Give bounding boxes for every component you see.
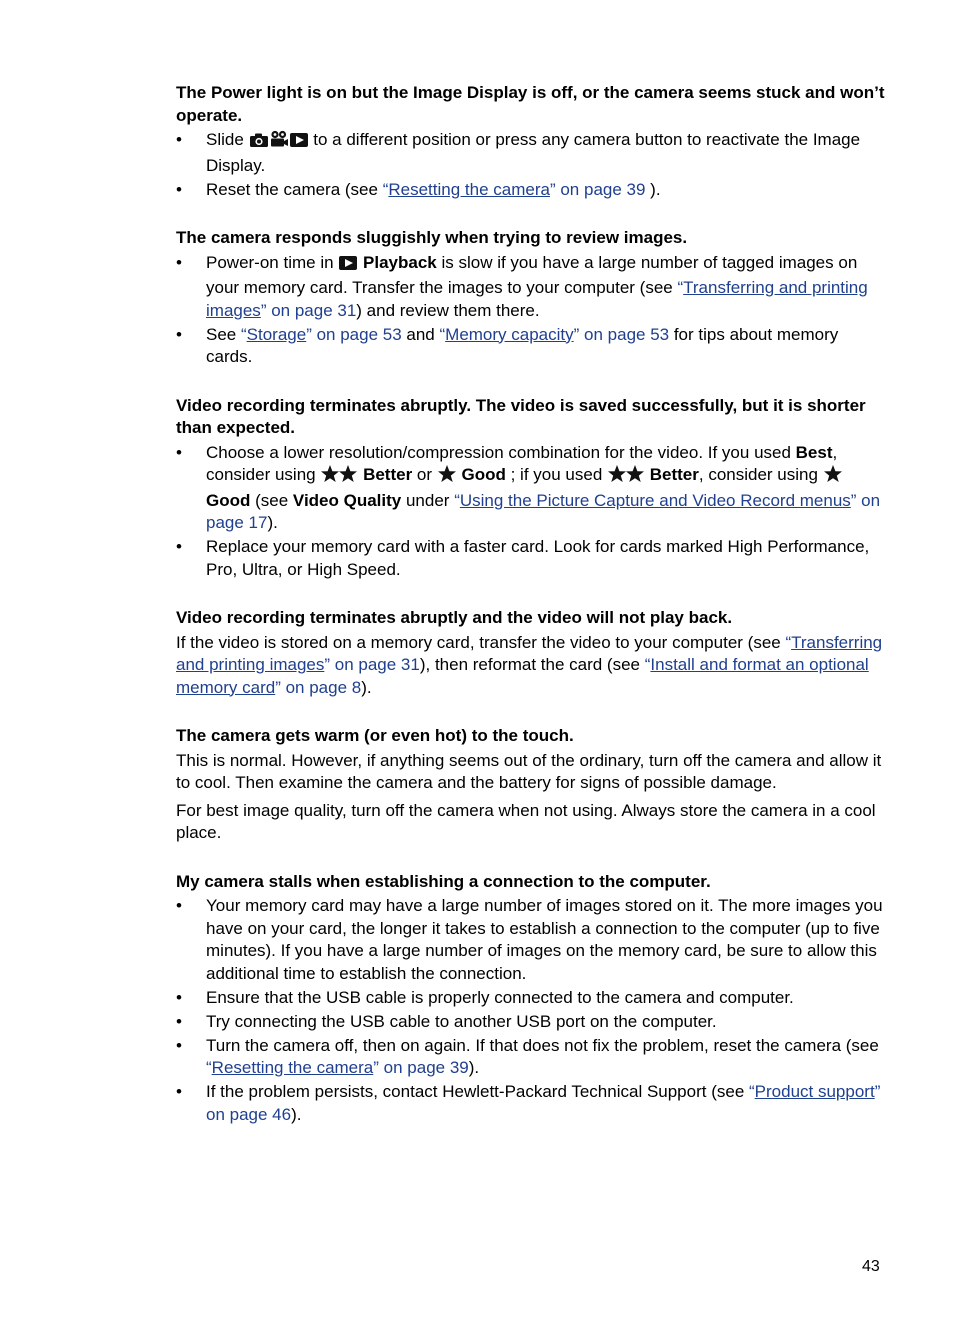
- link-open-quote: “: [240, 324, 247, 344]
- troubleshooting-section: [176, 395, 886, 582]
- link-page-ref: ” on page 8: [275, 677, 362, 697]
- paragraph: [176, 632, 886, 700]
- section-heading: The camera gets warm (or even hot) to the touch.: [176, 726, 574, 745]
- troubleshooting-section: [176, 871, 886, 1127]
- bold-term: Playback: [363, 252, 437, 272]
- bullet-list: [176, 129, 886, 201]
- troubleshooting-section: [176, 82, 886, 201]
- link-text: Resetting the camera: [388, 179, 550, 199]
- text-run: ), then reformat the card (see: [419, 655, 645, 674]
- list-item: [176, 179, 886, 202]
- text-run: for tips about memory cards.: [206, 324, 839, 366]
- text-run: (see: [250, 490, 293, 510]
- list-item: [176, 987, 886, 1010]
- text-run: Try connecting the USB cable to another USB port on the computer.: [206, 1011, 717, 1031]
- link-page-ref: ” on page 31: [260, 300, 357, 320]
- list-item: [176, 324, 886, 369]
- link-text: Memory capacity: [445, 324, 574, 344]
- link-text: Using the Picture Capture and Video Record menus: [459, 490, 851, 510]
- bold-term: Better: [363, 465, 413, 484]
- text-run: ).: [645, 179, 661, 199]
- document-body: [176, 82, 886, 1152]
- troubleshooting-section: [176, 227, 886, 369]
- text-run: to a different position or press any camera button to reactivate the Image Display.: [206, 130, 861, 175]
- link-text: Install and format an optional memory card: [176, 655, 869, 697]
- star-icon: [437, 464, 457, 490]
- link-text: Product support: [754, 1082, 875, 1101]
- text-run: ).: [267, 513, 278, 532]
- list-item: [176, 1011, 886, 1034]
- bullet-list: [176, 895, 886, 1126]
- text-run: or: [412, 465, 437, 484]
- text-run: ; if you used: [505, 465, 608, 484]
- cross-reference-link[interactable]: [241, 325, 402, 344]
- link-page-ref: ” on page 31: [324, 655, 420, 674]
- text-run: Choose a lower resolution/compression combination for the video. If you used: [206, 442, 796, 462]
- text-run: ).: [291, 1104, 302, 1124]
- bold-term: Good: [461, 465, 506, 484]
- text-run: Reset the camera (see: [206, 179, 383, 199]
- list-item: [176, 1081, 886, 1126]
- video-camera-icon: [269, 130, 289, 155]
- text-run: Replace your memory card with a faster card. Look for cards marked High Performance, Pro, Ultra, or High Speed.: [206, 537, 870, 579]
- link-open-quote: “: [749, 1082, 755, 1101]
- section-heading: Video recording terminates abruptly. The video is saved successfully, but it is shorter than expected.: [176, 395, 866, 437]
- link-text: Resetting the camera: [211, 1058, 374, 1077]
- bold-term: Better: [649, 465, 699, 484]
- section-heading: Video recording terminates abruptly and the video will not play back.: [176, 608, 733, 627]
- playback-icon: [338, 255, 358, 278]
- text-run: This is normal. However, if anything seems out of the ordinary, turn off the camera and allow it to cool. Then examine the camera and the battery for signs of possible damage.: [176, 750, 882, 792]
- text-run: , consider using: [206, 442, 838, 484]
- troubleshooting-section: [176, 607, 886, 699]
- playback-icon: [289, 132, 309, 155]
- link-page-ref: ” on page 53: [573, 324, 670, 344]
- text-run: For best image quality, turn off the camera when not using. Always store the camera in a cool place.: [176, 800, 876, 842]
- paragraph: [176, 800, 886, 845]
- cross-reference-link[interactable]: [439, 325, 669, 344]
- link-open-quote: “: [454, 490, 460, 510]
- star-icon: [823, 464, 843, 490]
- text-run: ).: [361, 677, 372, 697]
- link-open-quote: “: [206, 1058, 212, 1077]
- link-open-quote: “: [644, 655, 651, 674]
- link-text: Transferring and printing images: [176, 632, 883, 674]
- bullet-list: [176, 252, 886, 369]
- text-run: Slide: [206, 130, 249, 149]
- list-item: [176, 129, 886, 177]
- camera-icon: [249, 132, 269, 155]
- troubleshooting-section: [176, 725, 886, 845]
- cross-reference-link[interactable]: [206, 1058, 469, 1077]
- text-run: under: [401, 490, 455, 510]
- text-run: See: [206, 324, 241, 344]
- link-page-ref: ” on page 39: [373, 1058, 469, 1077]
- text-run: , consider using: [698, 465, 823, 484]
- list-item: [176, 252, 886, 323]
- link-open-quote: “: [677, 278, 684, 297]
- bullet-list: [176, 442, 886, 582]
- link-open-quote: “: [382, 179, 389, 199]
- link-page-ref: ” on page 17: [206, 490, 881, 532]
- link-open-quote: “: [785, 632, 792, 652]
- link-text: Storage: [246, 324, 307, 344]
- text-run: If the problem persists, contact Hewlett-Packard Technical Support (see: [206, 1082, 749, 1101]
- cross-reference-link[interactable]: [383, 180, 646, 199]
- section-heading: The Power light is on but the Image Display is off, or the camera seems stuck and won’t operate.: [176, 83, 885, 125]
- link-page-ref: ” on page 53: [306, 324, 402, 344]
- two-stars-icon: [607, 464, 645, 490]
- text-run: ).: [468, 1058, 480, 1077]
- link-open-quote: “: [439, 324, 446, 344]
- link-page-ref: ” on page 39: [549, 179, 646, 199]
- bold-term: Good: [206, 490, 251, 510]
- text-run: is slow if you have a large number of tagged images on your memory card. Transfer the images to your computer (see: [206, 252, 858, 297]
- text-run: ) and review them there.: [356, 300, 540, 320]
- page-number: 43: [862, 1258, 880, 1275]
- text-run: Turn the camera off, then on again. If that does not fix the problem, reset the camera (see: [206, 1035, 879, 1055]
- two-stars-icon: [320, 464, 358, 490]
- link-page-ref: ” on page 46: [206, 1082, 881, 1124]
- list-item: [176, 536, 886, 581]
- text-run: and: [401, 324, 440, 344]
- link-text: Transferring and printing images: [206, 278, 868, 320]
- section-heading: The camera responds sluggishly when trying to review images.: [176, 228, 688, 247]
- bold-term: Video Quality: [292, 490, 402, 510]
- list-item: [176, 442, 886, 535]
- text-run: Your memory card may have a large number of images stored on it. The more images you have on your card, the longer it takes to establish a connection to the computer (up to five minutes). If you have a large number of images on the memory card, be sure to allow this additional time to establish the connection.: [206, 896, 883, 983]
- text-run: Ensure that the USB cable is properly connected to the camera and computer.: [206, 987, 794, 1007]
- text-run: If the video is stored on a memory card, transfer the video to your computer (see: [176, 632, 786, 652]
- list-item: [176, 1035, 886, 1080]
- list-item: [176, 895, 886, 985]
- paragraph: [176, 750, 886, 795]
- text-run: Power-on time in: [206, 252, 339, 272]
- section-heading: My camera stalls when establishing a connection to the computer.: [176, 871, 711, 891]
- bold-term: Best: [795, 442, 833, 462]
